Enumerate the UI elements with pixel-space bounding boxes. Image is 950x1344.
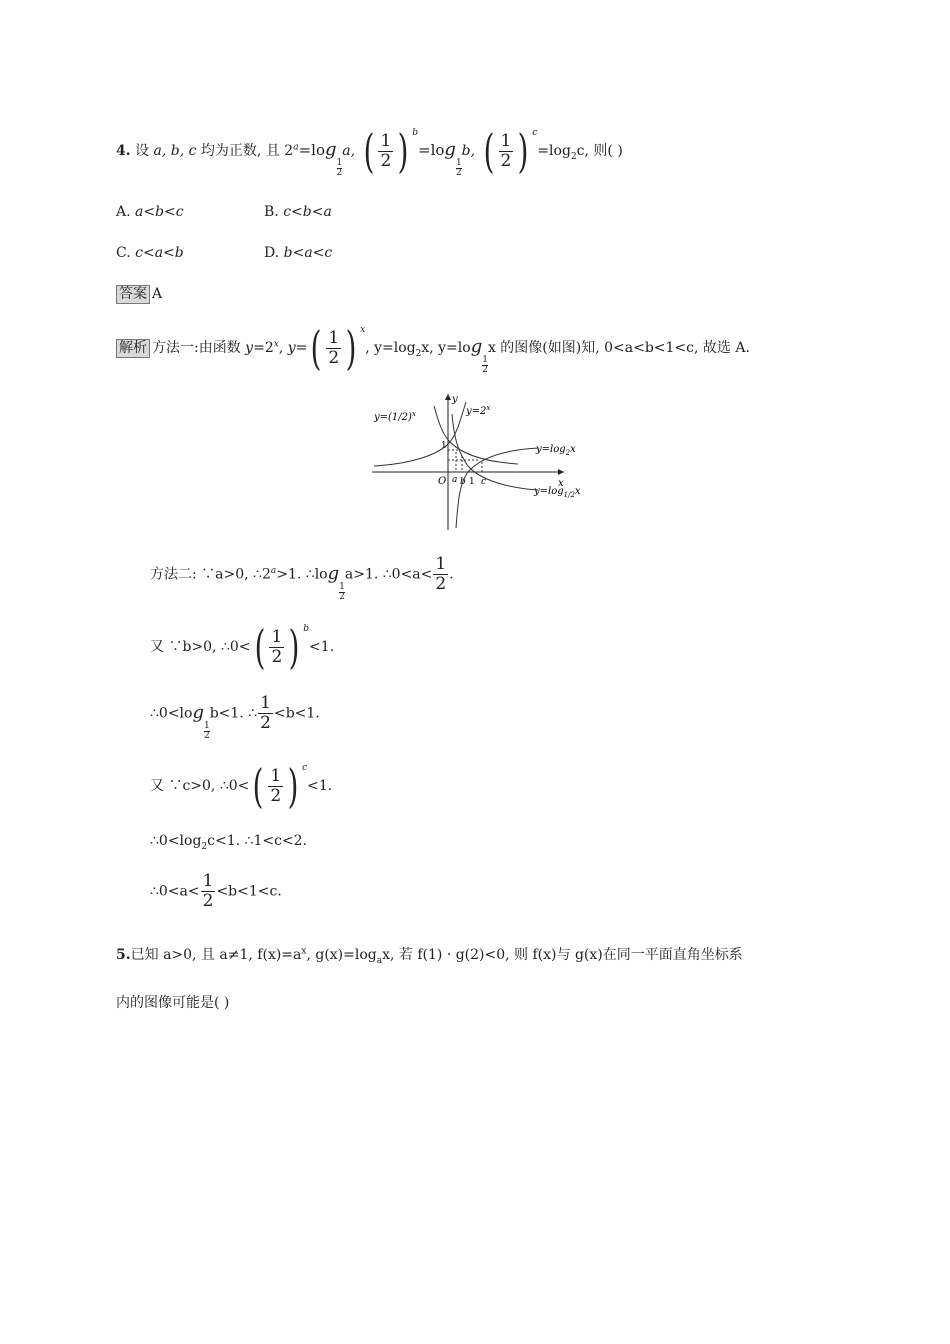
function-graph [368,390,588,532]
question-4 [116,124,623,178]
label-b: b [460,477,466,487]
label-y: y [452,394,458,405]
q4-half-power-b: ( $\frac{1}{2}$ ) $^b$ [363,124,418,178]
q4-text: b, [461,143,476,159]
option-b[interactable]: B. c<b<a [264,204,332,220]
method2-line-2: 又 ∵b>0, ∴0< ( $\frac{1}{2}$ ) $^b$ <1. [150,620,335,674]
method2-line-4: 又 ∵c>0, ∴0< ( $\frac{1}{2}$ ) $^c$ <1. [150,759,333,813]
m1-half-power-x: ( $\frac{1}{2}$ ) $^x$ [310,321,366,375]
label-x: x [558,478,564,489]
q4-log: =lo [298,141,325,159]
label-one-y: 1 [441,441,447,451]
answer-value: A [152,286,163,302]
label-exp-half: $y=(1/2)^x$ [374,410,416,423]
q4-exp: a [293,142,299,153]
q4-log2-base: 2 [570,151,577,162]
label-a: a [452,475,458,485]
q4-log-base: $\frac{1}{2}$ [455,158,462,178]
x-axis-arrow [558,469,564,475]
method2-line-1: 方法二: ∵a>0, $\therefore 2^a>1$. ∴log $\frac{1}{2}$ a>1. ∴0<a< $\frac{1}{2}$ . [150,554,454,602]
option-c[interactable]: C. c<a<b [116,245,184,261]
question-number: 5. [116,947,131,963]
answer-line [116,285,162,304]
q4-log-g: g [324,139,337,160]
q4-log-g: g [444,139,456,160]
question-number: 4. [116,143,131,159]
q4-log2: =log [537,143,571,159]
q4-vars: a, b, c [153,143,197,159]
q4-half-power-c: ( $\frac{1}{2}$ ) $^c$ [483,124,538,178]
question-5: 5.已知 a>0, 且 a≠1, $f(x)=a^x$, $g(x)=\log_ax$, 若 f(1) · g(2)<0, 则 f(x)与 g(x)在同一平面直角坐标系 [116,946,743,966]
q4-text: a, [342,143,356,159]
q4-log-base: $\frac{1}{2}$ [336,158,343,178]
label-c: c [481,477,487,487]
q4-text: 设 [135,143,154,159]
label-log-2: $y=\log_2x$ [536,444,576,457]
method2-line-3: ∴0<log $\frac{1}{2}$ b<1. ∴ $\frac{1}{2}$ <b<1. [150,693,320,741]
label-origin: O [438,476,447,487]
q4-text: 均为正数, 且 2 [196,143,294,159]
method2-line-5: $\therefore 0<\log_2c<1$. ∴1<c<2. [150,833,308,852]
analysis-method-1: 解析 方法一:由函数 $y=2^x$, y= ( $\frac{1}{2}$ ) $^x$ , $y=\log_2x$, y=log $\frac{1}{2}$ x 的图像(如图)知, 0<a<b<1<c, 故选 A. [116,325,750,375]
answer-tag: 答案 [116,285,150,304]
analysis-tag: 解析 [116,339,150,358]
label-one-x: 1 [469,477,475,487]
q4-text: c, 则( ) [576,143,623,159]
option-a[interactable]: A. a<b<c [116,204,184,220]
label-log-half: $y=\log_{1/2}x$ [534,486,581,499]
q4-log: =lo [418,141,445,159]
method2-line-6: ∴0<a< $\frac{1}{2}$ <b<1<c. [150,871,282,911]
option-d[interactable]: D. b<a<c [264,245,333,261]
label-exp-2: $y=2^x$ [466,404,491,417]
y-axis-arrow [445,394,451,400]
question-5-line-2: 内的图像可能是( ) [116,995,230,1011]
